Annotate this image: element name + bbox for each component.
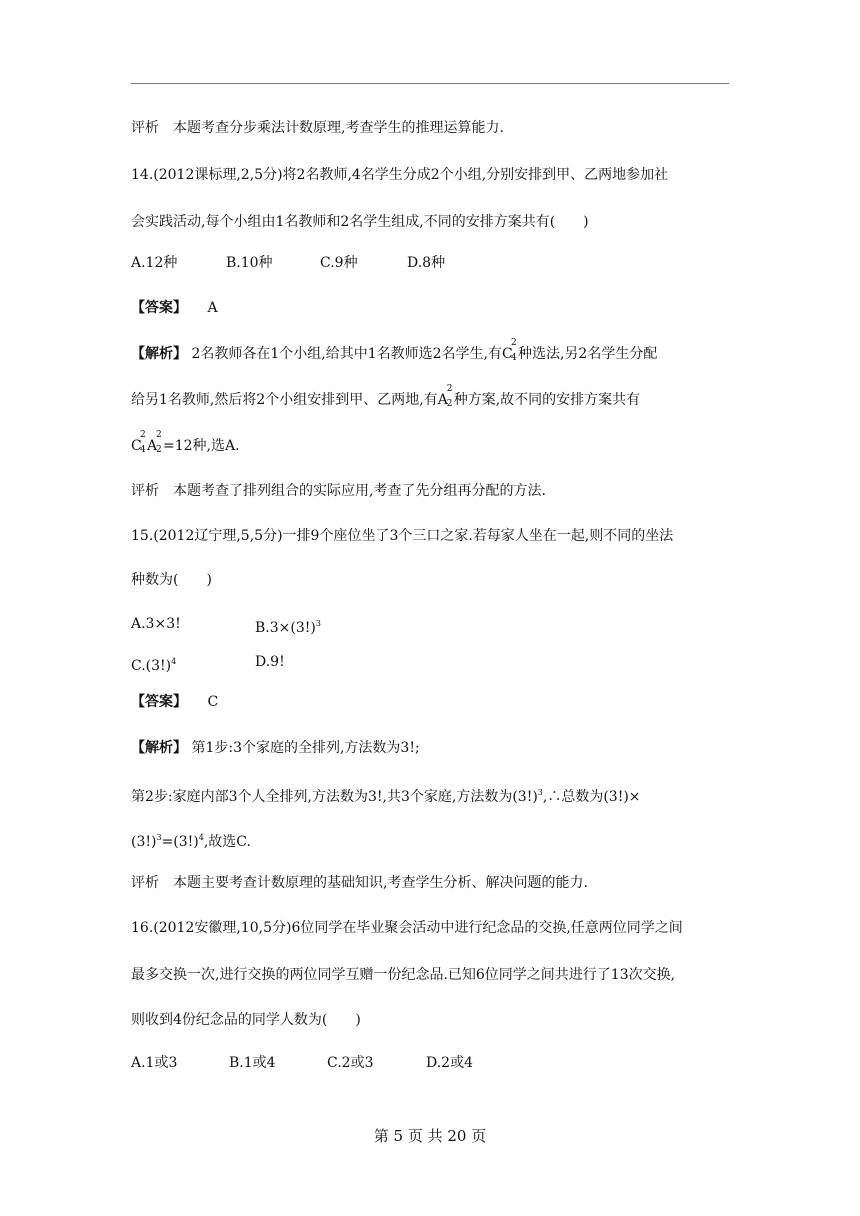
q13-comment: 评析 本题考查分步乘法计数原理,考查学生的推理运算能力. [131,120,504,136]
q16-stem-line3: 则收到4份纪念品的同学人数为( ) [131,1012,361,1028]
q16-option-a: A.1或3 [131,1055,178,1071]
analysis-text: 第1步:3个家庭的全排列,方法数为3!; [191,740,420,756]
q14-stem-line1: 14.(2012课标理,2,5分)将2名教师,4名学生分成2个小组,分别安排到甲、乙两地参加社 [131,167,669,183]
q15-comment: 评析 本题主要考查计数原理的基础知识,考查学生分析、解决问题的能力. [131,875,588,891]
q14-option-a: A.12种 [131,255,178,271]
analysis-label: 【解析】 [131,740,187,756]
q15-option-b: $B.3\times(3!)^3$ [255,619,321,636]
arrangement-a22: A 2 2 [147,430,162,455]
arrangement-a22: A 2 2 [437,384,453,409]
q14-answer [131,298,218,318]
q15-analysis-line3: $(3!)^3=(3!)^4$,故选C. [131,833,251,850]
analysis-label: 【解析】 [131,346,187,362]
combination-c42: C 2 4 [131,430,146,455]
analysis-text: 种方案,故不同的安排方案共有 [453,392,641,408]
q16-option-d: D.2或4 [426,1055,473,1071]
q14-option-c: C.9种 [320,255,358,271]
combination-c42: C 2 4 [501,338,517,363]
q16-stem-line2: 最多交换一次,进行交换的两位同学互赠一份纪念品.已知6位同学之间共进行了13次交换, [131,967,676,983]
q16-option-b: B.1或4 [229,1055,276,1071]
q14-analysis-line1 [131,338,658,364]
answer-label: 【答案】 [131,300,187,316]
q14-stem-line2: 会实践活动,每个小组由1名教师和2名学生组成,不同的安排方案共有( ) [131,214,589,230]
q15-answer [131,692,218,712]
answer-label: 【答案】 [131,694,187,710]
q15-stem-line2: 种数为( ) [131,572,212,588]
header-rule [131,83,729,84]
q14-option-d: D.8种 [407,255,446,271]
q15-option-d: D.9! [255,654,285,670]
q14-comment: 评析 本题考查了排列组合的实际应用,考查了先分组再分配的方法. [131,483,546,499]
q14-analysis-line3 [131,430,240,456]
q15-option-a: A.3×3! [131,616,181,632]
q14-option-b: B.10种 [226,255,273,271]
answer-value: C [207,694,219,710]
q15-analysis-line1 [131,738,420,758]
q14-analysis-line2 [131,384,641,410]
page-footer: 第 5 页 共 20 页 [373,1127,487,1145]
analysis-text: =12种,选A. [163,438,240,454]
answer-value: A [207,300,218,316]
q15-option-c: $C.(3!)^4$ [131,657,177,674]
q15-stem-line1: 15.(2012辽宁理,5,5分)一排9个座位坐了3个三口之家.若每家人坐在一起,则不同的坐法 [131,528,674,544]
q15-analysis-line2: 第2步:家庭内部3个人全排列,方法数为3!,共3个家庭,方法数为$(3!)^3,\therefore$总数为(3!)× [131,788,641,805]
analysis-text: 种选法,另2名学生分配 [517,346,658,362]
q16-stem-line1: 16.(2012安徽理,10,5分)6位同学在毕业聚会活动中进行纪念品的交换,任意两位同学之间 [131,920,683,936]
analysis-text: 2名教师各在1个小组,给其中1名教师选2名学生,有 [191,346,502,362]
q16-option-c: C.2或3 [327,1055,374,1071]
analysis-text: 给另1名教师,然后将2个小组安排到甲、乙两地,有 [131,392,438,408]
